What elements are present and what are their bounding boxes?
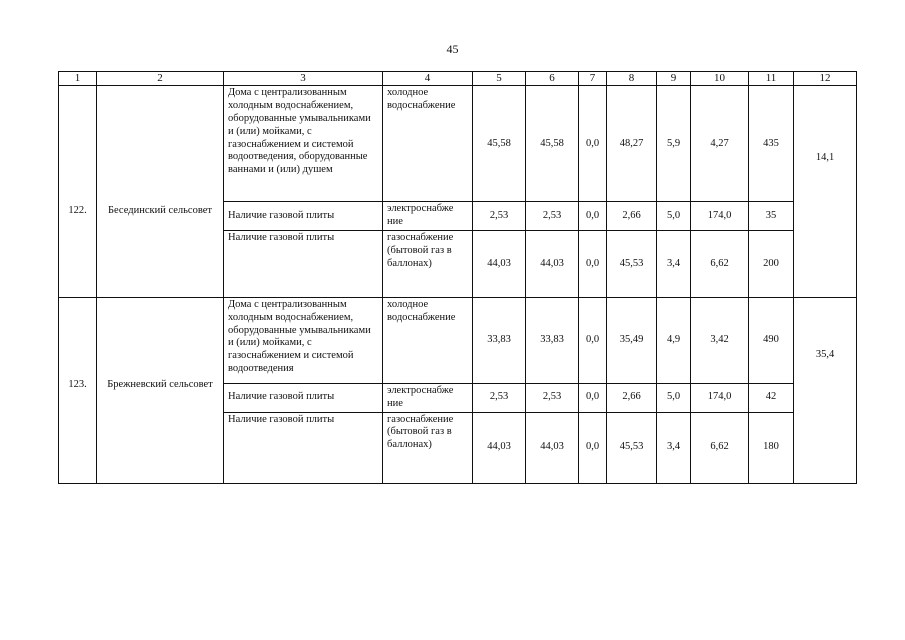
- header-cell: 1: [59, 72, 97, 86]
- value-cell: 5,0: [657, 202, 691, 231]
- value-cell: 2,66: [607, 202, 657, 231]
- value-cell: 0,0: [579, 231, 607, 298]
- header-row: [59, 72, 857, 86]
- value-cell: 45,53: [607, 231, 657, 298]
- page-number: 45: [446, 42, 459, 56]
- value-cell: 33,83: [526, 298, 579, 384]
- header-cell: 4: [383, 72, 473, 86]
- value-cell: 3,4: [657, 412, 691, 483]
- header-cell: 5: [473, 72, 526, 86]
- value-cell: 3,4: [657, 231, 691, 298]
- housing-type: Дома с централизованным холодным водоснабжением, оборудованные умывальниками и (или) мойками, с газоснабжением и системой водоотведения, оборудованные ваннами и (или) душем: [224, 86, 383, 202]
- header-cell: 7: [579, 72, 607, 86]
- value-cell: 44,03: [526, 412, 579, 483]
- value-cell: 490: [749, 298, 794, 384]
- value-cell: 2,53: [473, 202, 526, 231]
- tariff-table: [58, 71, 857, 484]
- value-cell: 48,27: [607, 86, 657, 202]
- value-cell: 44,03: [473, 231, 526, 298]
- settlement-name: Бесединский сельсовет: [97, 86, 224, 298]
- value-cell: 0,0: [579, 412, 607, 483]
- housing-type: Наличие газовой плиты: [224, 384, 383, 413]
- value-cell: 45,58: [473, 86, 526, 202]
- value-cell: 2,66: [607, 384, 657, 413]
- utility-type: газоснабжение (бытовой газ в баллонах): [383, 231, 473, 298]
- value-cell: 44,03: [473, 412, 526, 483]
- header-cell: 9: [657, 72, 691, 86]
- utility-type: электроснабже ние: [383, 202, 473, 231]
- housing-type: Наличие газовой плиты: [224, 202, 383, 231]
- housing-type: Дома с централизованным холодным водоснабжением, оборудованные умывальниками и (или) мойками, с газоснабжением и системой водоотведения: [224, 298, 383, 384]
- housing-type: Наличие газовой плиты: [224, 412, 383, 483]
- value-cell: 6,62: [691, 412, 749, 483]
- row-number: 122.: [59, 86, 97, 298]
- table-row: [59, 86, 857, 202]
- utility-type: газоснабжение (бытовой газ в баллонах): [383, 412, 473, 483]
- total-cell-continuation: [794, 231, 857, 298]
- housing-type: Наличие газовой плиты: [224, 231, 383, 298]
- header-cell: 12: [794, 72, 857, 86]
- value-cell: 35: [749, 202, 794, 231]
- value-cell: 42: [749, 384, 794, 413]
- value-cell: 35,49: [607, 298, 657, 384]
- value-cell: 45,53: [607, 412, 657, 483]
- value-cell: 6,62: [691, 231, 749, 298]
- value-cell: 0,0: [579, 384, 607, 413]
- value-cell: 45,58: [526, 86, 579, 202]
- header-cell: 2: [97, 72, 224, 86]
- total-cell: 35,4: [794, 298, 857, 413]
- value-cell: 200: [749, 231, 794, 298]
- value-cell: 4,9: [657, 298, 691, 384]
- table-row: [59, 298, 857, 384]
- value-cell: 180: [749, 412, 794, 483]
- value-cell: 435: [749, 86, 794, 202]
- value-cell: 3,42: [691, 298, 749, 384]
- value-cell: 0,0: [579, 86, 607, 202]
- value-cell: 2,53: [526, 384, 579, 413]
- value-cell: 33,83: [473, 298, 526, 384]
- value-cell: 4,27: [691, 86, 749, 202]
- value-cell: 5,0: [657, 384, 691, 413]
- total-cell-continuation: [794, 412, 857, 483]
- value-cell: 174,0: [691, 202, 749, 231]
- total-cell: 14,1: [794, 86, 857, 231]
- utility-type: холодное водоснабжение: [383, 86, 473, 202]
- value-cell: 174,0: [691, 384, 749, 413]
- header-cell: 6: [526, 72, 579, 86]
- settlement-name: Брежневский сельсовет: [97, 298, 224, 484]
- value-cell: 44,03: [526, 231, 579, 298]
- value-cell: 0,0: [579, 202, 607, 231]
- header-cell: 11: [749, 72, 794, 86]
- utility-type: электроснабже ние: [383, 384, 473, 413]
- value-cell: 2,53: [526, 202, 579, 231]
- header-cell: 10: [691, 72, 749, 86]
- value-cell: 0,0: [579, 298, 607, 384]
- utility-type: холодное водоснабжение: [383, 298, 473, 384]
- header-cell: 8: [607, 72, 657, 86]
- value-cell: 2,53: [473, 384, 526, 413]
- value-cell: 5,9: [657, 86, 691, 202]
- header-cell: 3: [224, 72, 383, 86]
- row-number: 123.: [59, 298, 97, 484]
